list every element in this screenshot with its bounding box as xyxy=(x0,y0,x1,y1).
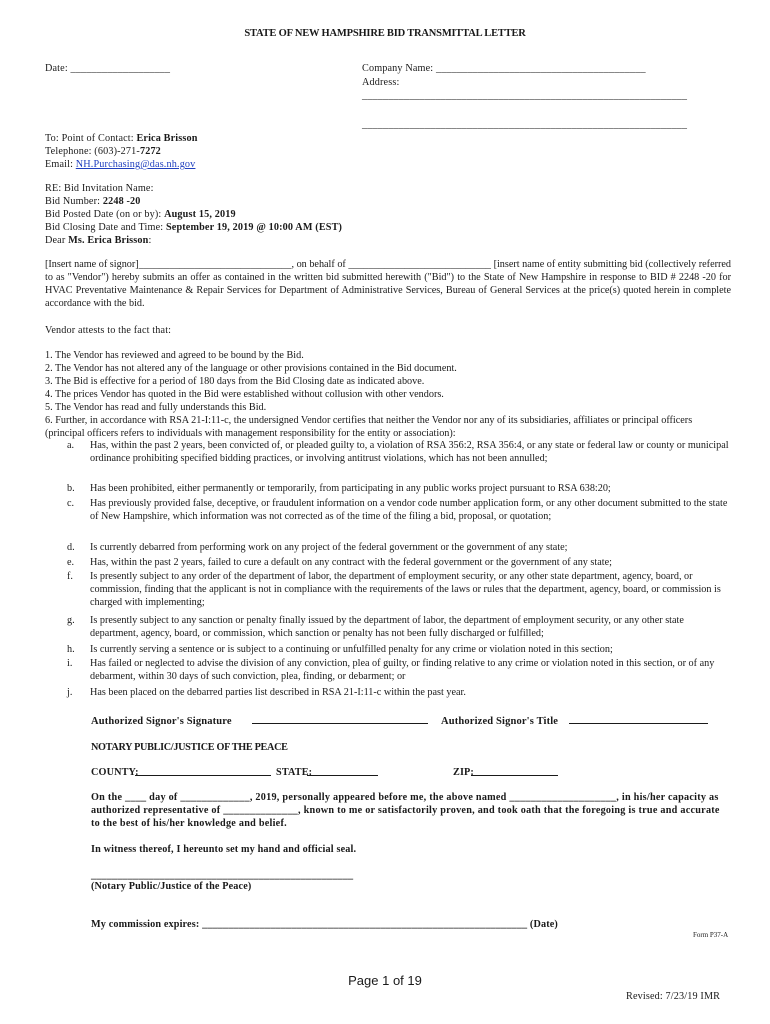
signor-signature-label: Authorized Signor's Signature xyxy=(91,716,232,727)
lettered-item-f: f. Is presently subject to any order of the department of labor, the department of employment security, or any other state department, agency, board, or commission, finding that the applicant is not in compliance with the requirements of the laws or rules that the department, agency, board, or commission is charged with implementing; xyxy=(67,571,721,608)
zip-line[interactable] xyxy=(471,775,558,776)
lettered-item-a: a. Has, within the past 2 years, been convicted of, or pleaded guilty to, a violation of RSA 356:2, RSA 356:4, or any state or federal law or county or municipal ordinance prohibiting specified bidding practices, or involving antitrust violations, which has not been annulled; xyxy=(67,440,729,464)
revised-date: Revised: 7/23/19 IMR xyxy=(626,991,721,1002)
bid-number: Bid Number: 2248 -20 xyxy=(45,196,141,207)
numbered-item-4: 4. The prices Vendor has quoted in the Bid were established without collusion with other vendors. xyxy=(45,389,444,400)
numbered-item-6: 6. Further, in accordance with RSA 21-I:11-c, the undersigned Vendor certifies that neither the Vendor nor any of its subsidiaries, affiliates or principal officers (principal officers refers to individuals with management responsibility for the entity or association): xyxy=(45,415,693,439)
notary-heading: NOTARY PUBLIC/JUSTICE OF THE PEACE xyxy=(91,742,288,753)
numbered-item-5: 5. The Vendor has read and fully understands this Bid. xyxy=(45,402,267,413)
form-id: Form P37-A xyxy=(693,931,729,939)
address-line-1: ______________________________________________________________ xyxy=(362,90,688,101)
attests-line: Vendor attests to the fact that: xyxy=(45,325,172,336)
page-number: Page 1 of 19 xyxy=(348,973,422,988)
county-label: COUNTY: xyxy=(91,767,139,778)
telephone: Telephone: (603)-271-7272 xyxy=(45,146,161,157)
document-title: STATE OF NEW HAMPSHIRE BID TRANSMITTAL LETTER xyxy=(244,28,526,39)
numbered-item-2: 2. The Vendor has not altered any of the language or other provisions contained in the Bid document. xyxy=(45,363,457,374)
lettered-item-h: h. Is currently serving a sentence or is subject to a continuing or unfulfilled penalty for any crime or violation noted in this section; xyxy=(67,644,613,655)
commission-expires: My commission expires: ______________________________________________________________ (Date) xyxy=(91,919,558,930)
address-line-2: ______________________________________________________________ xyxy=(362,119,688,130)
numbered-item-1: 1. The Vendor has reviewed and agreed to be bound by the Bid. xyxy=(45,350,304,361)
point-of-contact: To: Point of Contact: Erica Brisson xyxy=(45,133,198,144)
bid-closing-date: Bid Closing Date and Time: September 19, 2019 @ 10:00 AM (EST) xyxy=(45,222,343,233)
email-link[interactable]: NH.Purchasing@das.nh.gov xyxy=(75,159,196,170)
county-line[interactable] xyxy=(135,775,271,776)
salutation: Dear Ms. Erica Brisson: xyxy=(45,235,152,246)
bid-posted-date: Bid Posted Date (on or by): August 15, 2019 xyxy=(45,209,236,220)
lettered-item-d: d. Is currently debarred from performing work on any project of the federal government or the government of any state; xyxy=(67,542,568,553)
lettered-item-g: g. Is presently subject to any sanction or penalty finally issued by the department of labor, the department of employment security, or any other state department, agency, board, or commission, which sanction or penalty has not been fully discharged or fulfilled; xyxy=(67,615,684,639)
lettered-item-c: c. Has previously provided false, deceptive, or fraudulent information on a vendor code number application form, or any other document submitted to the state of New Hampshire, which information was not corrected as of the time of the filing a bid, proposal, or quotation; xyxy=(67,498,728,522)
email: Email: NH.Purchasing@das.nh.gov xyxy=(45,159,196,170)
oath-paragraph: On the ____ day of _____________, 2019, personally appeared before me, the above named ____________________, in his/her capacity as authorized representative of ______________, known to me or satisfactorily proven, and took oath that the foregoing is true and accurate to the best of his/her knowledge and belief. xyxy=(91,792,720,829)
zip-label: ZIP: xyxy=(453,767,474,778)
lettered-item-b: b. Has been prohibited, either permanently or temporarily, from participating in any public works project pursuant to RSA 638:20; xyxy=(67,483,611,494)
signor-title-label: Authorized Signor's Title xyxy=(441,716,559,727)
lettered-item-j: j. Has been placed on the debarred parties list described in RSA 21-I:11-c within the past year. xyxy=(67,687,466,698)
signor-signature-line[interactable] xyxy=(252,723,428,724)
date-field: Date: ___________________ xyxy=(45,63,171,74)
lettered-item-e: e. Has, within the past 2 years, failed to cure a default on any contract with the federal government or the government of any state; xyxy=(67,557,612,568)
intro-paragraph: [Insert name of signor]______________________________, on behalf of ____________________________ [insert name of entity submitting bid (collectively referred to as "Vendor") hereby submits an offer as contained in the written bid submitted herewith ("Bid") to the State of New Hampshire in response to BID # 2248 -20 for HVAC Preventative Maintenance & Repair Services for Department of Administrative Services, Bureau of General Services at the price(s) quoted herein in complete accordance with the bid. xyxy=(45,259,731,309)
address-label: Address: xyxy=(362,77,400,88)
re-bid-invitation: RE: Bid Invitation Name: xyxy=(45,183,154,194)
notary-caption: (Notary Public/Justice of the Peace) xyxy=(91,881,252,892)
state-line[interactable] xyxy=(307,775,378,776)
company-name-field: Company Name: ________________________________________ xyxy=(362,63,646,74)
notary-signature-line: __________________________________________________ xyxy=(91,870,354,881)
signor-title-line[interactable] xyxy=(569,723,708,724)
witness-line: In witness thereof, I hereunto set my hand and official seal. xyxy=(91,844,357,855)
lettered-item-i: i. Has failed or neglected to advise the division of any conviction, plea of guilty, or finding relative to any crime or violation noted in this section, or of any debarment, within 30 days of such conviction, plea, finding, or debarment; or xyxy=(67,658,715,682)
state-label: STATE: xyxy=(276,767,313,778)
numbered-item-3: 3. The Bid is effective for a period of 180 days from the Bid Closing date as indicated above. xyxy=(45,376,425,387)
